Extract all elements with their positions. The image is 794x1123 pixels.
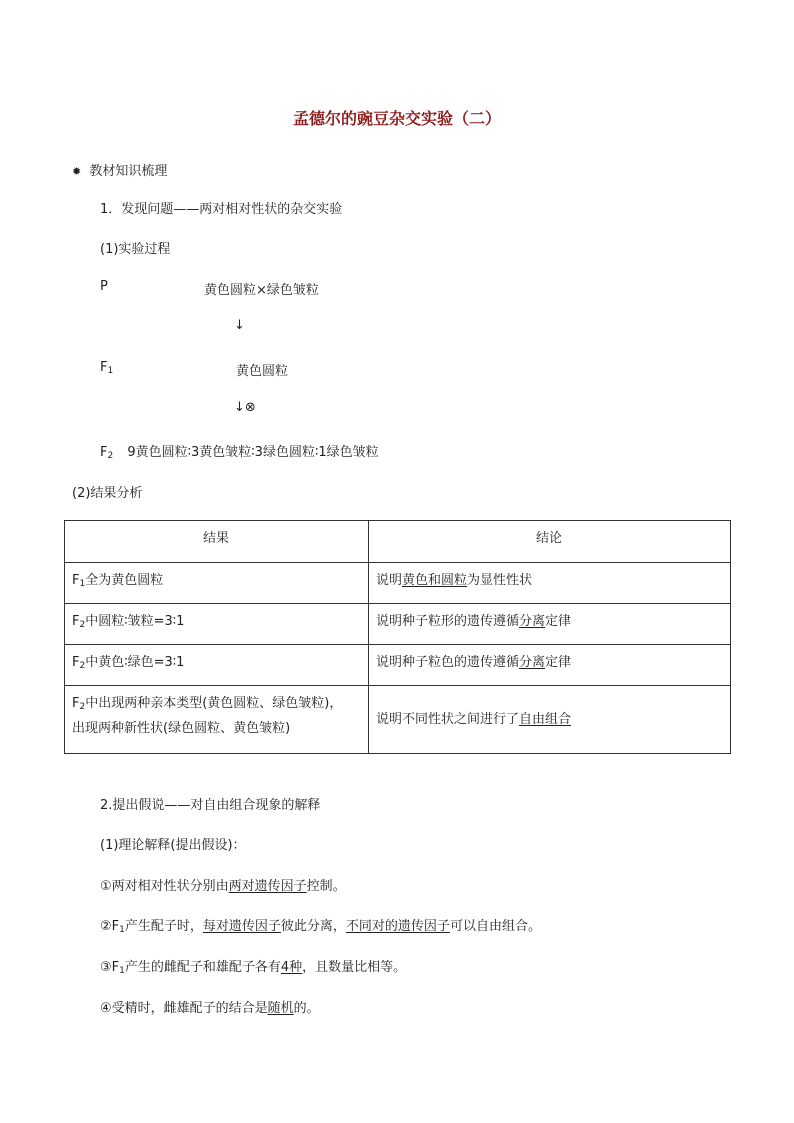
theory-item-1: ①两对相对性状分别由两对遗传因子控制。 [100,879,346,894]
parent-cross: 黄色圆粒×绿色皱粒 [204,283,319,298]
header-result: 结果 [65,521,369,563]
result-cell: $F_2$中出现两种亲本类型(黄色圆粒、绿色皱粒)， 出现两种新性状(绿色圆粒、黄色皱粒) [65,686,369,754]
f2-row [100,441,379,461]
result-cell: $F_1$全为黄色圆粒 [65,563,369,604]
f2-result: 9黄色圆粒∶3黄色皱粒∶3绿色圆粒∶1绿色皱粒 [127,445,379,460]
conclusion-cell: 说明不同性状之间进行了自由组合 [369,686,731,754]
conclusion-cell: 说明黄色和圆粒为显性性状 [369,563,731,604]
theory-item-3: $③F_1$产生的雌配子和雄配子各有4种，且数量比相等。 [100,960,407,976]
table-header-row [65,521,731,563]
process-heading: (1)实验过程 [100,242,171,257]
conclusion-cell: 说明种子粒形的遗传遵循分离定律 [369,604,731,645]
table-row [65,604,731,645]
f2-label: $F_2$ [100,445,114,461]
asterisk-bullet-icon: ✹ [72,165,82,178]
result-table [64,520,731,754]
section-label: 教材知识梳理 [89,164,168,179]
p-label: P [100,279,108,294]
theory-item-4: ④受精时，雌雄配子的结合是随机的。 [100,1001,320,1016]
result-cell: $F_2$中圆粒∶皱粒=3∶1 [65,604,369,645]
section-heading [72,160,167,179]
header-conclusion: 结论 [369,521,731,563]
conclusion-cell: 说明种子粒色的遗传遵循分离定律 [369,645,731,686]
theory-item-2: $②F_1$产生配子时，每对遗传因子彼此分离，不同对的遗传因子可以自由组合。 [100,919,541,935]
page-title: 孟德尔的豌豆杂交实验（二） [292,109,501,128]
self-cross-arrow-icon: ↓⊗ [234,400,256,415]
result-cell: $F_2$中黄色∶绿色=3∶1 [65,645,369,686]
theory-heading: (1)理论解释(提出假设)： [100,838,246,853]
f1-result: 黄色圆粒 [236,364,289,379]
part2-heading: 2.提出假说——对自由组合现象的解释 [100,798,321,813]
table-row [65,563,731,604]
analysis-heading: (2)结果分析 [72,486,143,501]
f1-label: $F_1$ [100,360,114,376]
table-row [65,686,731,754]
arrow-down-icon: ↓ [234,318,245,333]
table-row [65,645,731,686]
part1-heading: 1．发现问题——两对相对性状的杂交实验 [100,202,343,217]
